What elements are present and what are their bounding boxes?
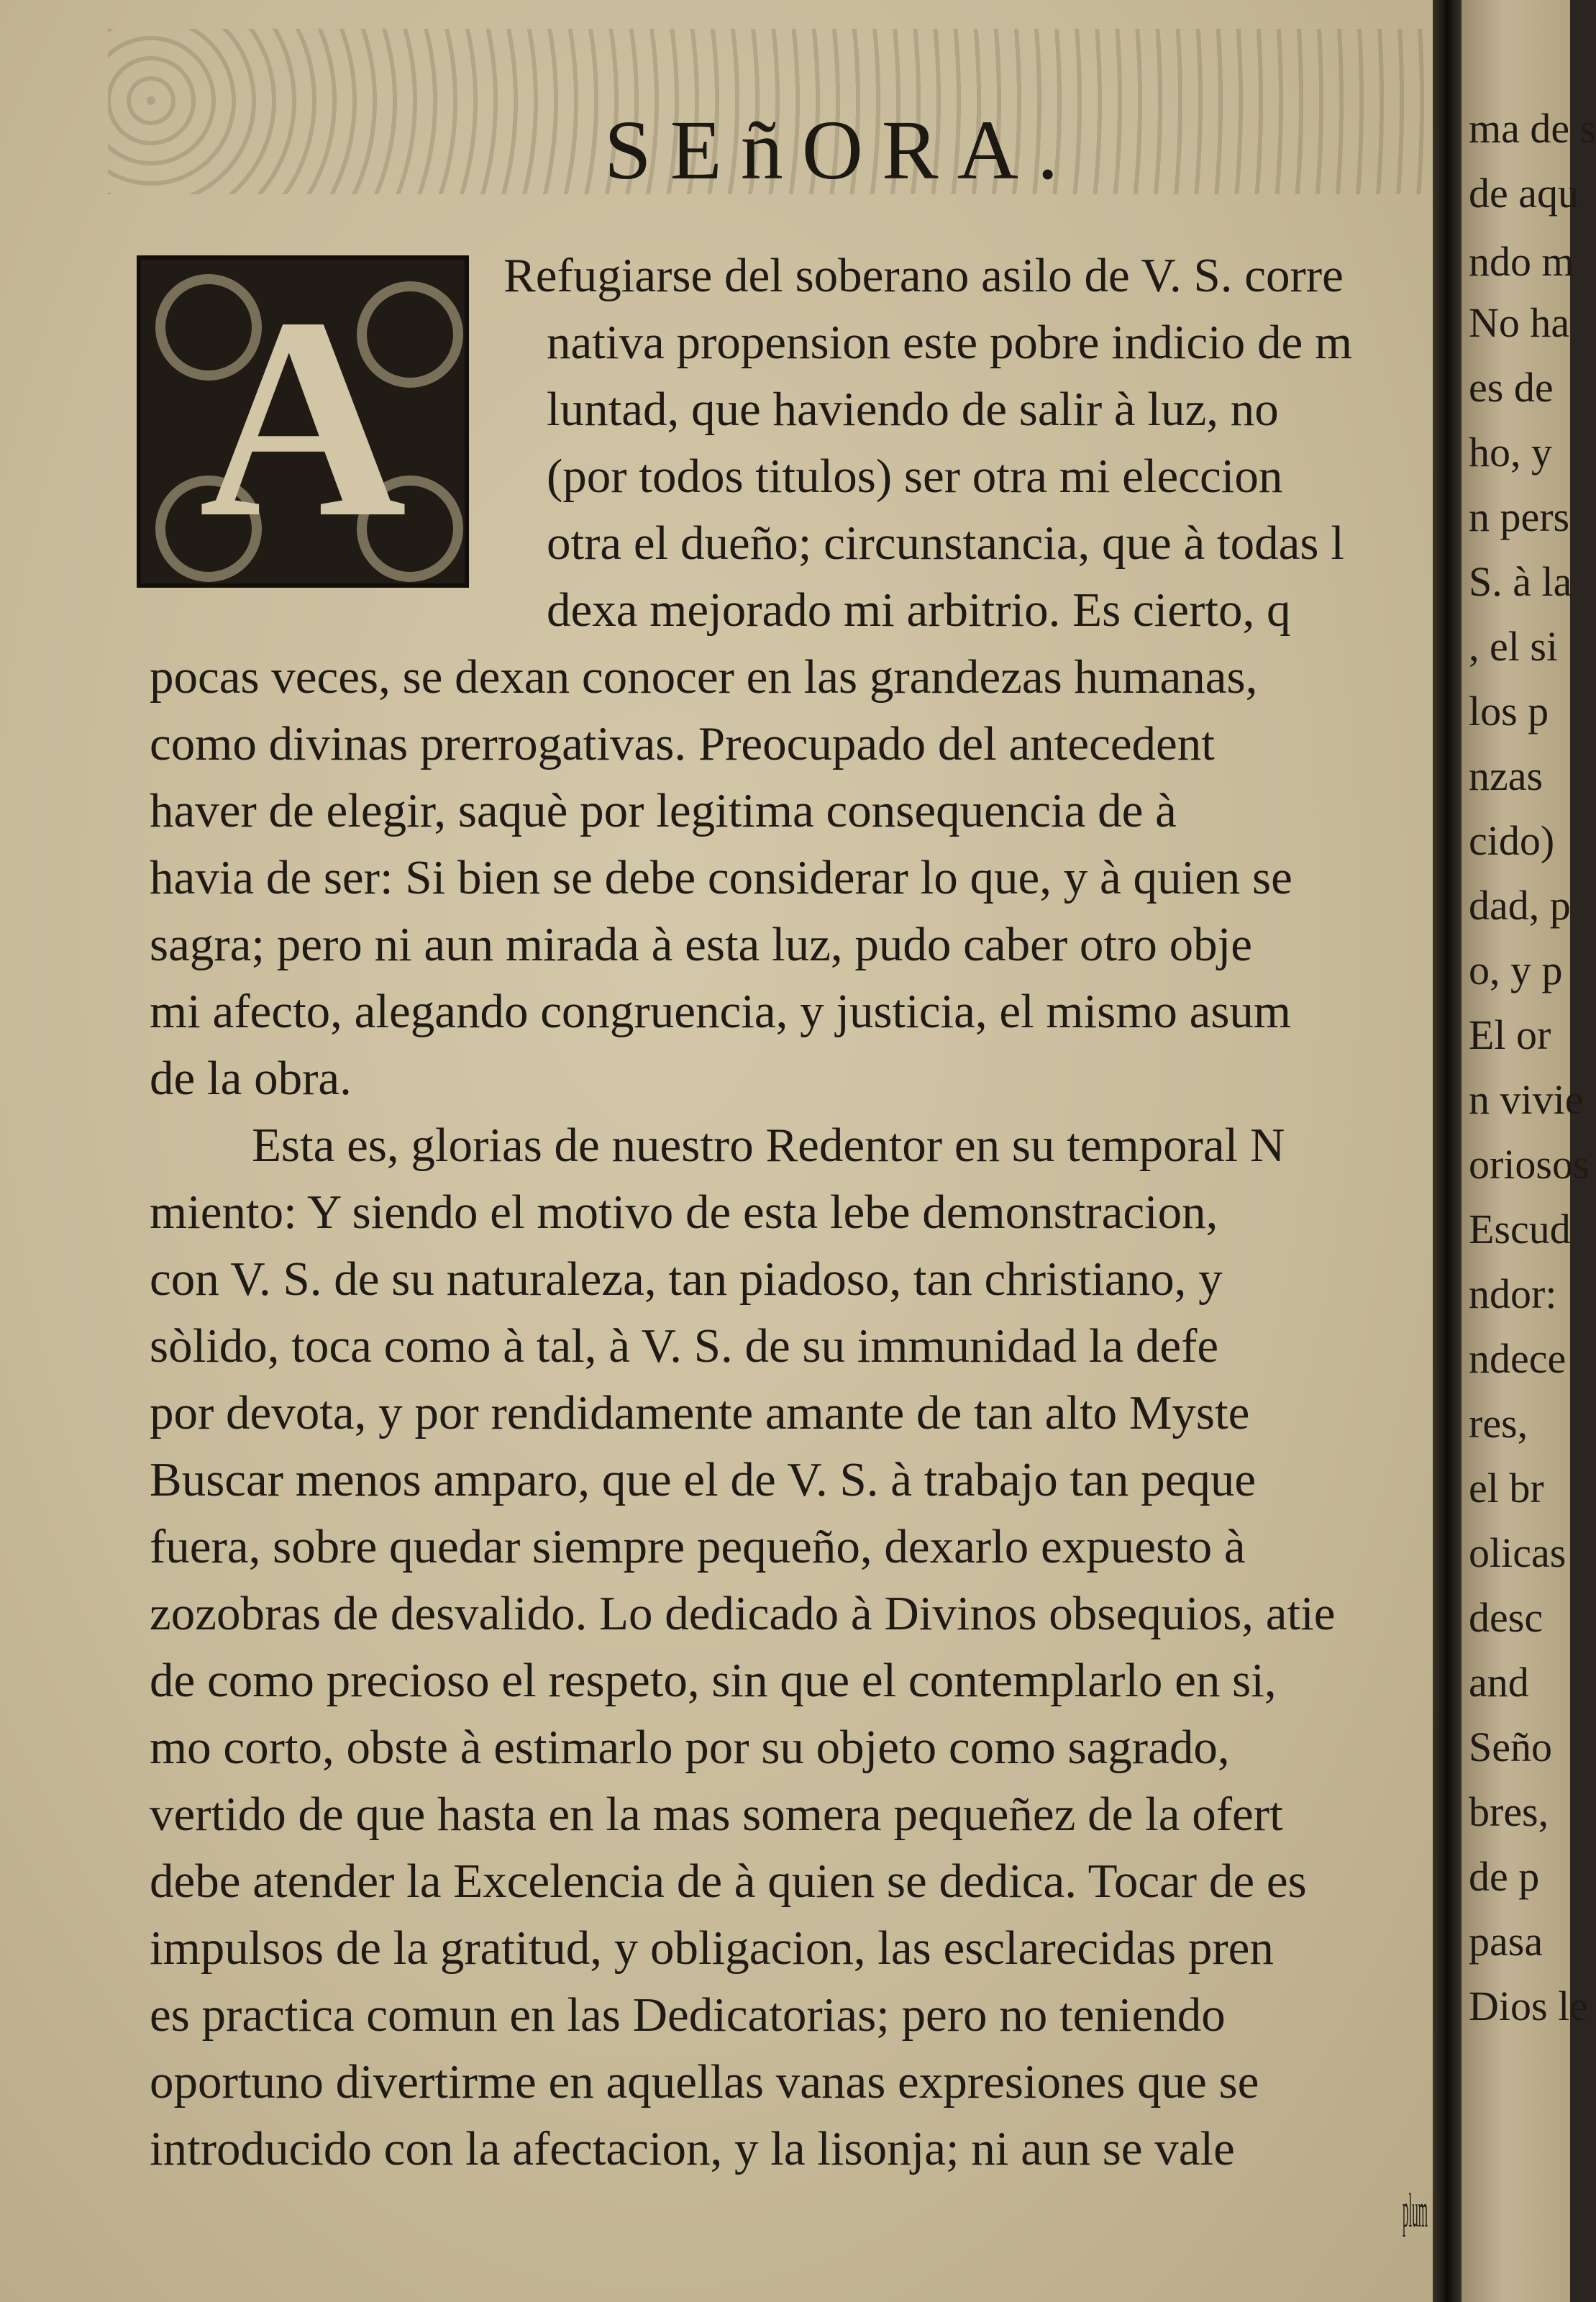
text-line: Buscar menos amparo, que el de V. S. à trabajo tan peque	[150, 1453, 1257, 1506]
facing-text-line: oriosos	[1469, 1141, 1590, 1188]
facing-text-line: res,	[1469, 1400, 1528, 1447]
text-line: es practica comun en las Dedicatorias; pero no teniendo	[150, 1988, 1226, 2042]
text-line: sagra; pero ni aun mirada à esta luz, pudo caber otro obje	[150, 918, 1252, 971]
text-line: otra el dueño; circunstancia, que à todas l	[547, 517, 1344, 570]
facing-text-line: cido)	[1469, 817, 1555, 864]
text-line: de como precioso el respeto, sin que el contemplarlo en si,	[150, 1654, 1277, 1707]
facing-text-line: es de	[1469, 364, 1554, 411]
facing-text-line: pasa	[1469, 1918, 1543, 1965]
text-line: debe atender la Excelencia de à quien se dedica. Tocar de es	[150, 1855, 1307, 1908]
text-line: haver de elegir, saquè por legitima consequencia de à	[150, 784, 1177, 837]
text-line: de la obra.	[150, 1052, 352, 1105]
facing-text-line: de aqu	[1469, 170, 1579, 217]
facing-text-line: de p	[1469, 1853, 1540, 1900]
facing-text-line: Dios le	[1469, 1983, 1588, 2029]
text-line: oportuno divertirme en aquellas vanas expresiones que se	[150, 2055, 1259, 2108]
facing-text-line: El or	[1469, 1011, 1551, 1058]
text-line: vertido de que hasta en la mas somera pequeñez de la ofert	[150, 1788, 1283, 1841]
text-line: con V. S. de su naturaleza, tan piadoso, tan christiano, y	[150, 1252, 1223, 1306]
text-line: sòlido, toca como à tal, à V. S. de su immunidad la defe	[150, 1319, 1219, 1373]
facing-text-line: S. à la	[1469, 558, 1572, 605]
facing-text-line: ndo m	[1469, 238, 1574, 285]
text-line: Esta es, glorias de nuestro Redentor en su temporal N	[252, 1119, 1285, 1172]
facing-text-line: n vivie	[1469, 1076, 1584, 1123]
text-line: plum	[1403, 2184, 1428, 2237]
facing-text-line: and	[1469, 1659, 1529, 1706]
text-line: como divinas prerrogativas. Preocupado del antecedent	[150, 717, 1215, 770]
facing-text-line: No ha	[1469, 299, 1570, 346]
text-line: nativa propension este pobre indicio de m	[547, 316, 1353, 369]
text-line: zozobras de desvalido. Lo dedicado à Divinos obsequios, atie	[150, 1587, 1336, 1640]
text-line: luntad, que haviendo de salir à luz, no	[547, 383, 1279, 436]
facing-text-line: bres,	[1469, 1788, 1549, 1835]
facing-text-line: ma de s	[1469, 105, 1596, 152]
book-gutter	[1433, 0, 1462, 2302]
text-line: introducido con la afectacion, y la lisonja; ni aun se vale	[150, 2122, 1235, 2175]
ornamental-initial	[137, 255, 469, 588]
text-line: dexa mejorado mi arbitrio. Es cierto, q	[547, 583, 1291, 637]
facing-text-line: , el si	[1469, 623, 1559, 670]
text-line: impulsos de la gratitud, y obligacion, las esclarecidas pren	[150, 1921, 1274, 1975]
facing-text-line: dad, p	[1469, 882, 1571, 929]
facing-text-line: nzas	[1469, 752, 1543, 799]
facing-text-line: o, y p	[1469, 947, 1563, 993]
text-line: Refugiarse del soberano asilo de V. S. corre	[503, 249, 1344, 302]
text-line: havia de ser: Si bien se debe considerar lo que, y à quien se	[150, 851, 1292, 904]
facing-text-line: los p	[1469, 688, 1549, 734]
facing-text-line: ho, y	[1469, 429, 1552, 476]
facing-text-line: Seño	[1469, 1724, 1552, 1770]
facing-text-line: n pers	[1469, 493, 1570, 540]
facing-text-line: desc	[1469, 1594, 1543, 1641]
text-line: miento: Y siendo el motivo de esta lebe demonstracion,	[150, 1186, 1218, 1239]
text-line: mo corto, obste à estimarlo por su objeto como sagrado,	[150, 1721, 1230, 1774]
book-page-right-edge	[1462, 0, 1596, 2302]
facing-text-line: el br	[1469, 1465, 1544, 1511]
facing-text-line: ndor:	[1469, 1270, 1557, 1317]
dropcap-letter: A	[199, 258, 407, 577]
text-line: (por todos titulos) ser otra mi eleccion	[547, 450, 1283, 503]
facing-text-line: ndece	[1469, 1335, 1567, 1382]
page-heading: SEñORA.	[604, 103, 1077, 197]
text-line: mi afecto, alegando congruencia, y justicia, el mismo asum	[150, 985, 1292, 1038]
text-line: fuera, sobre quedar siempre pequeño, dexarlo expuesto à	[150, 1520, 1246, 1573]
facing-text-line: Escud	[1469, 1206, 1571, 1252]
text-line: pocas veces, se dexan conocer en las grandezas humanas,	[150, 650, 1258, 704]
facing-text-line: olicas	[1469, 1529, 1567, 1576]
text-line: por devota, y por rendidamente amante de tan alto Myste	[150, 1386, 1250, 1439]
